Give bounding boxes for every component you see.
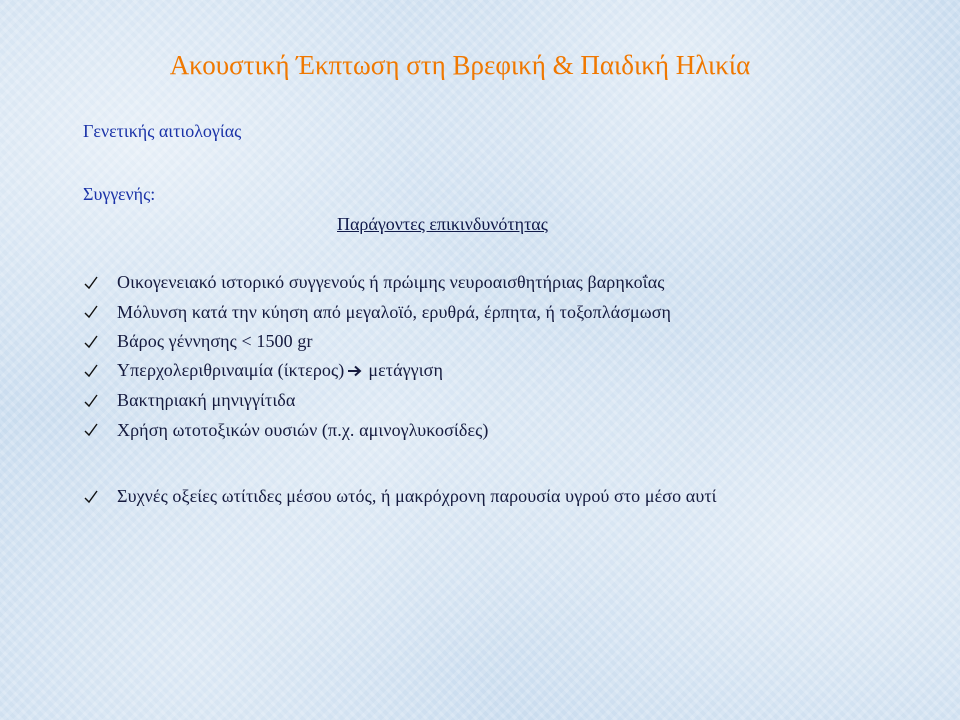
list-item bbox=[83, 298, 671, 328]
risk-factor-text: Μόλυνση κατά την κύηση από μεγαλοϊό, ερυθρά, έρπητα, ή τοξοπλάσμωση bbox=[117, 301, 672, 322]
list-item bbox=[83, 327, 671, 357]
checkmark-icon bbox=[83, 393, 117, 409]
risk-factor-text: Βακτηριακή μηνιγγίτιδα bbox=[117, 390, 296, 411]
extra-risk-factor-text: Συχνές οξείες ωτίτιδες μέσου ωτός, ή μακρόχρονη παρουσία υγρού στο μέσο αυτί bbox=[117, 486, 717, 506]
risk-factors-heading: Παράγοντες επικινδυνότητας bbox=[337, 214, 548, 234]
checkmark-icon bbox=[83, 334, 117, 350]
risk-factors-list bbox=[83, 268, 671, 445]
list-item bbox=[83, 268, 671, 298]
risk-factor-text: Οικογενειακό ιστορικό συγγενούς ή πρώιμης νευροαισθητήριας βαρηκοΐας bbox=[117, 272, 665, 293]
checkmark-icon bbox=[83, 422, 117, 438]
risk-factor-text-before-arrow: Υπερχολεριθριναιμία (ίκτερος) bbox=[117, 360, 345, 381]
risk-factor-text-after-arrow: μετάγγιση bbox=[368, 360, 443, 381]
slide-title: Ακουστική Έκπτωση στη Βρεφική & Παιδική Ηλικία bbox=[169, 50, 751, 80]
checkmark-icon bbox=[83, 304, 117, 320]
checkmark-icon bbox=[83, 275, 117, 291]
risk-factor-text bbox=[117, 360, 443, 382]
list-item bbox=[83, 386, 671, 416]
list-item bbox=[83, 416, 671, 446]
checkmark-icon bbox=[83, 363, 117, 379]
list-item bbox=[83, 357, 671, 387]
congenital-subtitle: Συγγενής: bbox=[83, 184, 156, 204]
genetic-etiology-subtitle: Γενετικής αιτιολογίας bbox=[83, 121, 242, 141]
right-arrow-icon bbox=[348, 361, 362, 382]
risk-factor-text: Βάρος γέννησης < 1500 gr bbox=[117, 331, 313, 352]
checkmark-icon bbox=[83, 489, 117, 505]
extra-risk-factor bbox=[83, 486, 717, 507]
risk-factor-text: Χρήση ωτοτοξικών ουσιών (π.χ. αμινογλυκοσίδες) bbox=[117, 419, 489, 440]
